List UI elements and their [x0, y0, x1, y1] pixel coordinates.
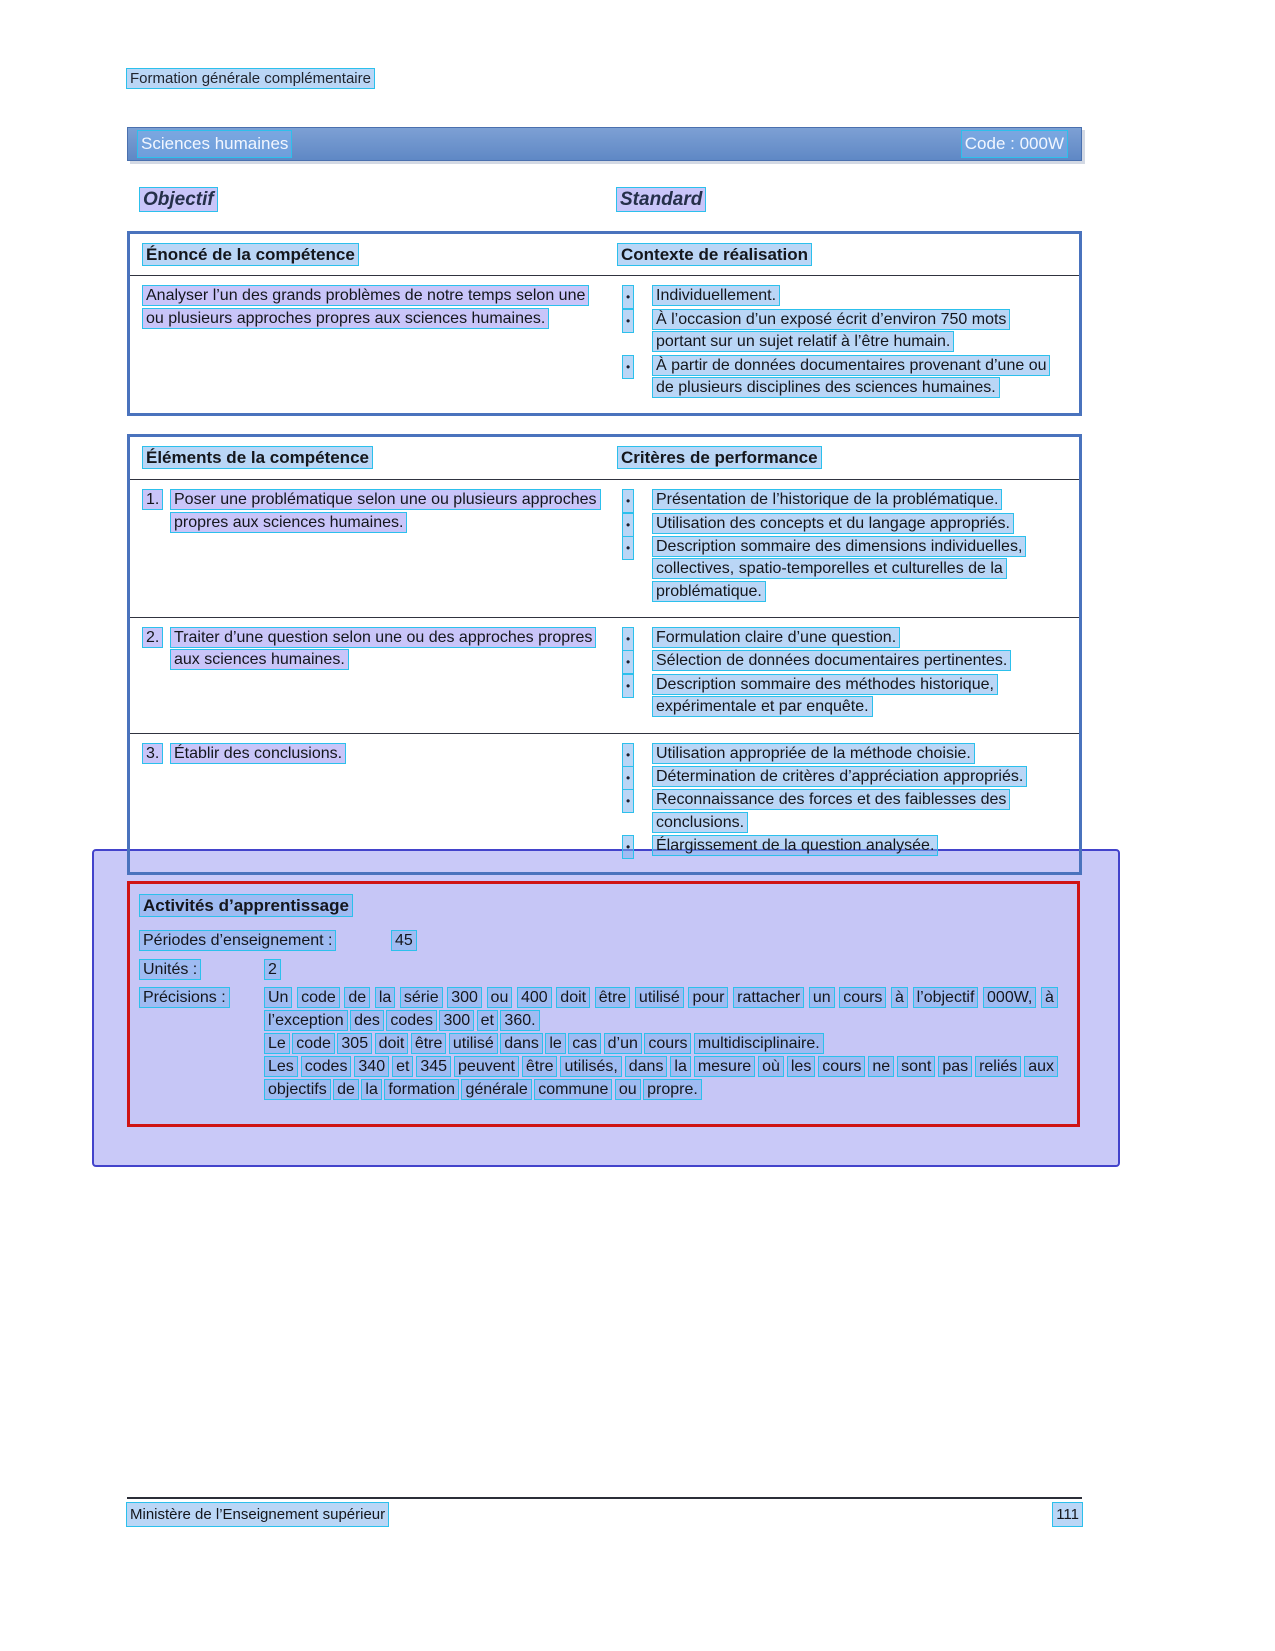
document-category-label: Formation générale complémentaire — [127, 69, 374, 88]
precisions-line: Un code de la série 300 ou 400 doit être utilisé pour rattacher un cours à l’objectif 000W, à l’exception des codes 300 et 360. — [265, 987, 1057, 1032]
element-item — [143, 627, 603, 672]
bullet-icon: • — [623, 356, 633, 378]
criterion-text: Utilisation appropriée de la méthode choisie. — [653, 744, 974, 763]
element-number: 2. — [143, 628, 162, 647]
context-bullet-item — [618, 285, 1051, 307]
element-row-1 — [130, 480, 1079, 617]
activities-panel — [127, 881, 1080, 1128]
units-value: 2 — [265, 960, 280, 979]
context-item-text: À l’occasion d’un exposé écrit d’environ 750 mots portant sur un sujet relatif à l’être humain. — [653, 310, 1009, 351]
units-label: Unités : — [140, 960, 200, 979]
document-content — [127, 0, 1082, 1167]
element-item — [143, 489, 603, 534]
course-header-bar — [127, 127, 1082, 161]
elements-criteria-table — [127, 434, 1082, 874]
page-footer — [127, 1497, 1082, 1526]
precisions-text — [265, 987, 1057, 1102]
element-text: Poser une problématique selon une ou plusieurs approches propres aux sciences humaines. — [171, 490, 600, 531]
footer-ministry: Ministère de l’Enseignement supérieur — [127, 1503, 388, 1526]
criterion-item — [618, 489, 1051, 511]
competence-context-table — [127, 231, 1082, 417]
periods-field — [140, 930, 1057, 952]
bullet-icon: • — [623, 490, 633, 512]
criterion-item — [618, 627, 1051, 649]
bullet-icon: • — [623, 767, 633, 789]
activities-title: Activités d’apprentissage — [140, 895, 352, 916]
bullet-icon: • — [623, 628, 633, 650]
criteria-list — [618, 489, 1079, 604]
criteria-list — [618, 627, 1079, 720]
criterion-text: Élargissement de la question analysée. — [653, 836, 937, 855]
course-title: Sciences humaines — [138, 131, 291, 157]
bullet-icon: • — [623, 790, 633, 812]
precisions-line: Le code 305 doit être utilisé dans le cas d’un cours multidisciplinaire. — [265, 1033, 1057, 1055]
context-item-text: Individuellement. — [653, 286, 779, 305]
units-field — [140, 959, 1057, 981]
precisions-label: Précisions : — [140, 988, 229, 1007]
criterion-text: Présentation de l’historique de la problématique. — [653, 490, 1001, 509]
criterion-item — [618, 743, 1051, 765]
table1-body-row — [130, 276, 1079, 413]
periods-value: 45 — [392, 931, 416, 950]
context-bullet-item — [618, 309, 1051, 354]
enonce-header: Énoncé de la compétence — [143, 244, 358, 265]
criteria-list — [618, 743, 1079, 859]
criterion-item — [618, 835, 1051, 857]
criterion-item — [618, 766, 1051, 788]
element-row-2 — [130, 617, 1079, 733]
element-number: 1. — [143, 490, 162, 509]
criterion-text: Formulation claire d’une question. — [653, 628, 899, 647]
objectif-heading-cell — [127, 187, 615, 214]
standard-heading-cell — [615, 187, 1082, 214]
elements-header: Éléments de la compétence — [143, 447, 372, 468]
bullet-icon: • — [623, 514, 633, 536]
competence-statement: Analyser l’un des grands problèmes de notre temps selon une ou plusieurs approches propres aux sciences humaines. — [143, 286, 588, 327]
criterion-item — [618, 513, 1051, 535]
criterion-item — [618, 536, 1051, 603]
standard-heading: Standard — [617, 188, 705, 211]
bullet-icon: • — [623, 310, 633, 332]
element-text: Traiter d’une question selon une ou des approches propres aux sciences humaines. — [171, 628, 595, 669]
bullet-icon: • — [623, 537, 633, 559]
document-category — [127, 68, 1082, 89]
table2-header-row — [130, 437, 1079, 480]
column-headings — [127, 187, 1082, 214]
criterion-text: Description sommaire des méthodes historique, expérimentale et par enquête. — [653, 675, 997, 716]
context-bullet-item — [618, 355, 1051, 400]
element-text: Établir des conclusions. — [171, 744, 345, 763]
criterion-item — [618, 650, 1051, 672]
contexte-header: Contexte de réalisation — [618, 244, 811, 265]
criterion-text: Sélection de données documentaires pertinentes. — [653, 651, 1010, 670]
precisions-field — [140, 987, 1057, 1102]
element-number: 3. — [143, 744, 162, 763]
criterion-item — [618, 789, 1051, 834]
criterion-text: Description sommaire des dimensions individuelles, collectives, spatio-temporelles et culturelles de la problématique. — [653, 537, 1025, 601]
objectif-heading: Objectif — [140, 188, 217, 211]
bullet-icon: • — [623, 675, 633, 697]
criteres-header: Critères de performance — [618, 447, 821, 468]
criterion-text: Détermination de critères d’appréciation appropriés. — [653, 767, 1026, 786]
bullet-icon: • — [623, 286, 633, 308]
precisions-line: Les codes 340 et 345 peuvent être utilisés, dans la mesure où les cours ne sont pas reliés aux objectifs de la formation générale commune ou propre. — [265, 1056, 1057, 1101]
competence-statement-cell — [130, 285, 618, 400]
table1-header-row — [130, 234, 1079, 277]
criterion-text: Reconnaissance des forces et des faiblesses des conclusions. — [653, 790, 1009, 831]
element-row-3 — [130, 733, 1079, 872]
periods-label: Périodes d’enseignement : — [140, 931, 335, 950]
course-code: Code : 000W — [962, 131, 1067, 157]
activities-outer-panel — [92, 849, 1120, 1168]
context-item-text: À partir de données documentaires provenant d’une ou de plusieurs disciplines des sciences humaines. — [653, 356, 1049, 397]
footer-page-number: 111 — [1053, 1503, 1082, 1526]
criterion-item — [618, 674, 1051, 719]
criterion-text: Utilisation des concepts et du langage appropriés. — [653, 514, 1013, 533]
element-item — [143, 743, 603, 765]
context-list — [618, 285, 1079, 400]
bullet-icon: • — [623, 836, 633, 858]
bullet-icon: • — [623, 744, 633, 766]
bullet-icon: • — [623, 651, 633, 673]
